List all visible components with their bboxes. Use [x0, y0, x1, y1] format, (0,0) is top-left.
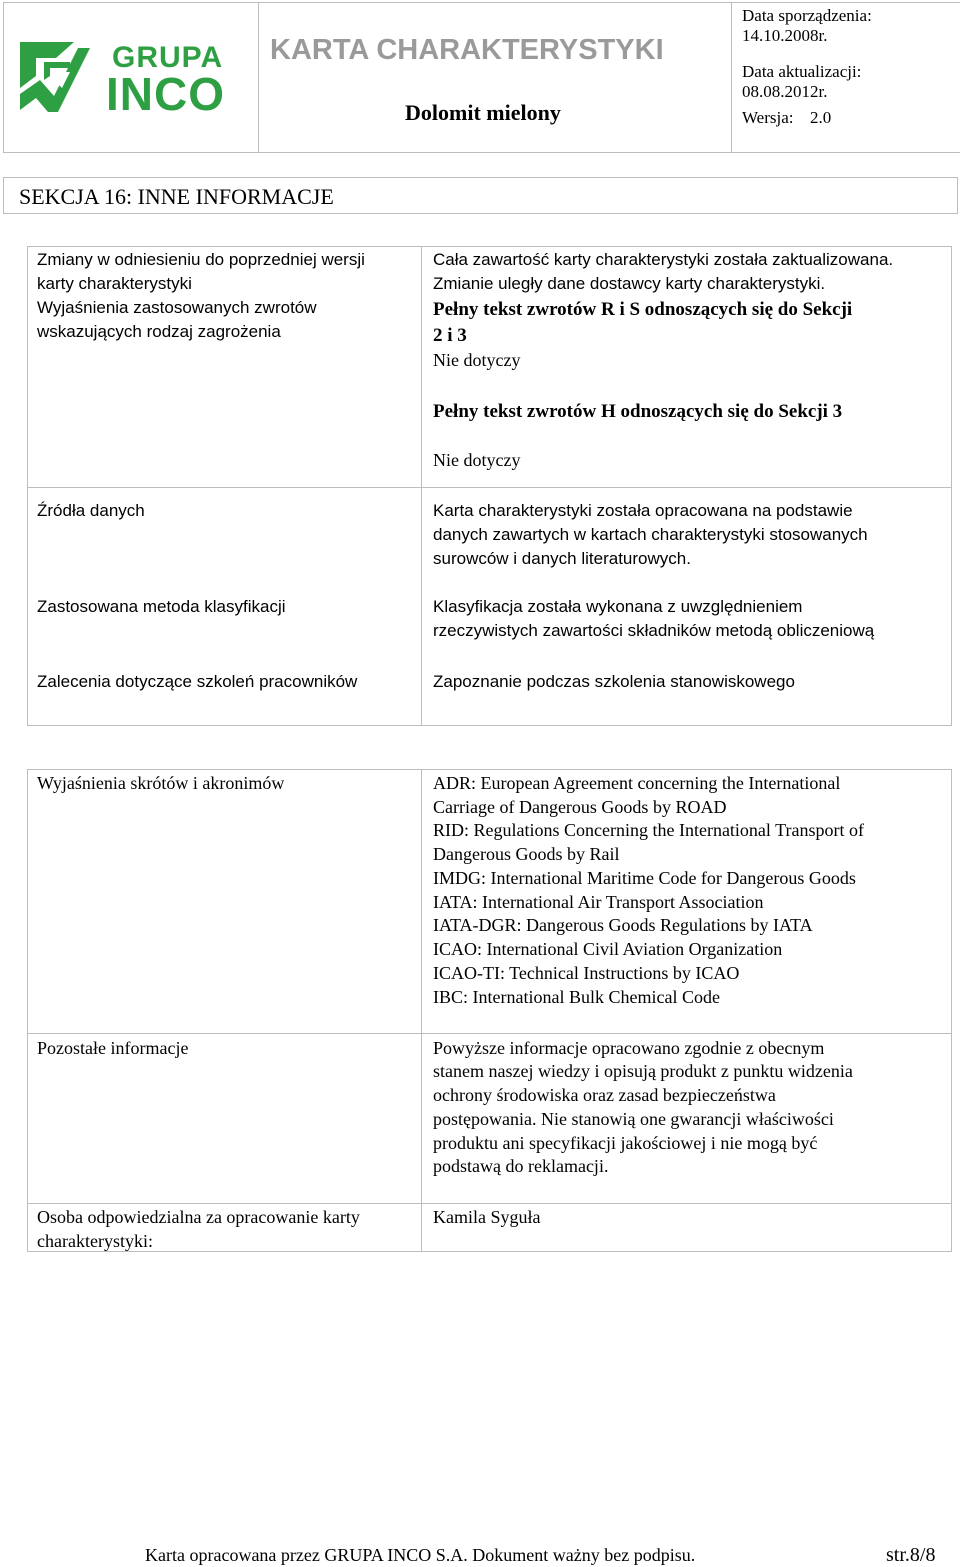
sources-value-line-3: surowców i danych literaturowych.	[433, 549, 691, 568]
logo-inco-text: INCO	[106, 68, 225, 120]
header-divider-1	[258, 2, 259, 153]
abbreviation-line: Carriage of Dangerous Goods by ROAD	[433, 797, 727, 817]
changes-value-line-2: Zmianie uległy dane dostawcy karty charakterystyki.	[433, 274, 826, 293]
table1-top-rule	[27, 246, 952, 247]
classification-value-line-2: rzeczywistych zawartości składników metodą obliczeniową	[433, 621, 875, 640]
table2-bottom-rule	[27, 1251, 952, 1252]
responsible-label-line-1: Osoba odpowiedzialna za opracowanie karty	[37, 1207, 360, 1227]
footer-page-number: str.8/8	[886, 1544, 936, 1566]
other-info-line: Powyższe informacje opracowano zgodnie z obecnym	[433, 1038, 825, 1058]
created-value: 14.10.2008r.	[742, 26, 828, 45]
rs-phrases-value: Nie dotyczy	[433, 350, 521, 370]
responsible-value: Kamila Syguła	[433, 1207, 541, 1227]
abbreviations-label: Wyjaśnienia skrótów i akronimów	[37, 773, 285, 793]
created-label: Data sporządzenia:	[742, 6, 872, 25]
training-value: Zapoznanie podczas szkolenia stanowiskowego	[433, 672, 795, 691]
abbreviation-line: ICAO: International Civil Aviation Organization	[433, 939, 783, 959]
abbreviation-line: IATA: International Air Transport Association	[433, 892, 764, 912]
abbreviation-line: IATA-DGR: Dangerous Goods Regulations by IATA	[433, 915, 813, 935]
updated-value: 08.08.2012r.	[742, 82, 828, 101]
abbreviation-line: IBC: International Bulk Chemical Code	[433, 987, 720, 1007]
document-title: KARTA CHARAKTERYSTYKI	[270, 34, 664, 66]
section-title: SEKCJA 16: INNE INFORMACJE	[19, 184, 334, 209]
abbreviation-line: RID: Regulations Concerning the International Transport of	[433, 820, 864, 840]
other-info-line: ochrony środowiska oraz zasad bezpieczeństwa	[433, 1085, 776, 1105]
table2-right-rule	[951, 769, 952, 1252]
changes-label-line-1: Zmiany w odniesieniu do poprzedniej wersji	[37, 250, 365, 269]
classification-value-line-1: Klasyfikacja została wykonana z uwzględnieniem	[433, 597, 803, 616]
abbreviation-line: IMDG: International Maritime Code for Dangerous Goods	[433, 868, 856, 888]
table2-row-divider-1	[27, 1033, 952, 1034]
table2-mid-rule	[421, 769, 422, 1252]
table1-mid-rule	[421, 246, 422, 726]
version-label: Wersja:	[742, 108, 794, 127]
phrases-label-line-1: Wyjaśnienia zastosowanych zwrotów	[37, 298, 317, 317]
other-info-line: stanem naszej wiedzy i opisują produkt z punktu widzenia	[433, 1061, 853, 1081]
changes-value-line-1: Cała zawartość karty charakterystyki została zaktualizowana.	[433, 250, 894, 269]
footer-note: Karta opracowana przez GRUPA INCO S.A. Dokument ważny bez podpisu.	[145, 1545, 696, 1565]
logo-grupa-text: GRUPA	[112, 41, 224, 74]
other-info-label: Pozostałe informacje	[37, 1038, 189, 1058]
version-value: 2.0	[810, 108, 832, 127]
table2-row-divider-2	[27, 1203, 952, 1204]
product-name: Dolomit mielony	[405, 100, 561, 125]
table1-row-divider	[27, 487, 952, 488]
other-info-line: produktu ani specyfikacji jakościowej i nie mogą być	[433, 1133, 818, 1153]
table1-left-rule	[27, 246, 28, 726]
updated-label: Data aktualizacji:	[742, 62, 862, 81]
sources-label: Źródła danych	[37, 501, 145, 520]
training-label: Zalecenia dotyczące szkoleń pracowników	[37, 672, 358, 691]
sources-value-line-1: Karta charakterystyki została opracowana na podstawie	[433, 501, 853, 520]
logo-emblem-icon	[14, 36, 94, 116]
rs-phrases-heading-line-2: 2 i 3	[433, 325, 467, 346]
header-bottom-rule	[3, 152, 960, 153]
header-divider-2	[731, 2, 732, 153]
other-info-line: postępowania. Nie stanowią one gwarancji właściwości	[433, 1109, 834, 1129]
responsible-label-line-2: charakterystyki:	[37, 1231, 153, 1251]
table2-top-rule	[27, 769, 952, 770]
table1-right-rule	[951, 246, 952, 726]
table1-bottom-rule	[27, 725, 952, 726]
table2-left-rule	[27, 769, 28, 1252]
header-left-rule	[3, 2, 4, 153]
rs-phrases-heading-line-1: Pełny tekst zwrotów R i S odnoszących się do Sekcji	[433, 299, 853, 320]
header-top-rule	[3, 2, 960, 3]
other-info-line: podstawą do reklamacji.	[433, 1156, 609, 1176]
phrases-label-line-2: wskazujących rodzaj zagrożenia	[37, 322, 281, 341]
abbreviation-line: Dangerous Goods by Rail	[433, 844, 620, 864]
h-phrases-heading: Pełny tekst zwrotów H odnoszących się do Sekcji 3	[433, 401, 843, 422]
changes-label-line-2: karty charakterystyki	[37, 274, 192, 293]
classification-label: Zastosowana metoda klasyfikacji	[37, 597, 286, 616]
abbreviation-line: ADR: European Agreement concerning the International	[433, 773, 841, 793]
sources-value-line-2: danych zawartych w kartach charakterystyki stosowanych	[433, 525, 868, 544]
company-logo	[14, 36, 236, 118]
h-phrases-value: Nie dotyczy	[433, 450, 521, 470]
abbreviation-line: ICAO-TI: Technical Instructions by ICAO	[433, 963, 740, 983]
